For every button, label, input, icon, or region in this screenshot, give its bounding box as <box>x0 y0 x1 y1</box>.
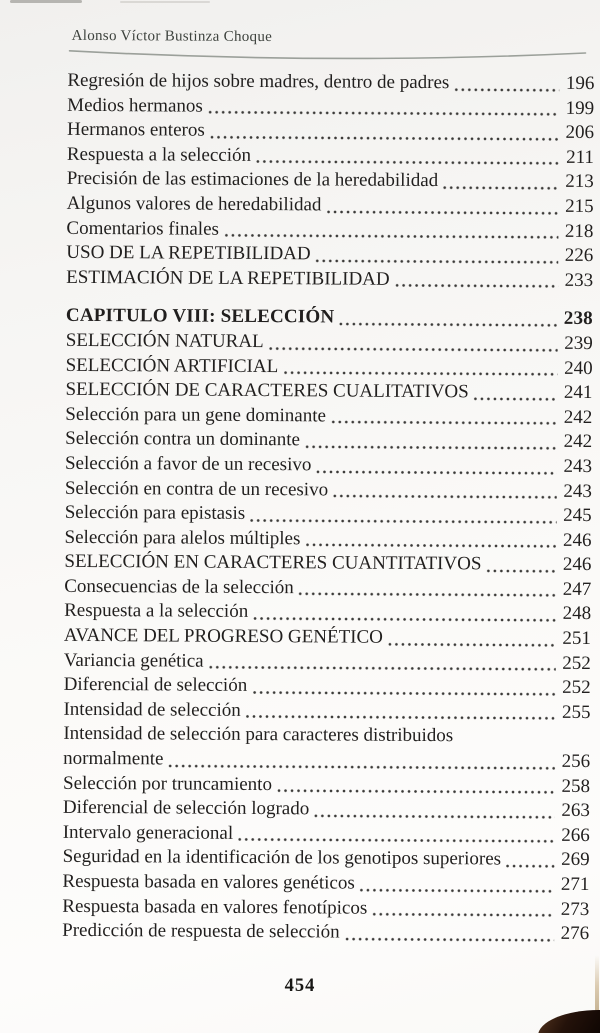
background-corner <box>538 1010 600 1033</box>
toc-entry <box>67 93 594 121</box>
toc-leader-dots <box>339 321 558 327</box>
toc-entry-page: 247 <box>562 578 592 600</box>
toc-leader-dots <box>224 233 559 240</box>
toc-entry-label: Selección para alelos múltiples <box>64 526 301 549</box>
toc-leader-dots <box>506 864 555 869</box>
toc-entry-page: 246 <box>562 529 592 551</box>
toc-leader-dots <box>210 134 559 141</box>
toc-entry <box>63 845 590 873</box>
toc-entry-label: Respuesta basada en valores genéticos <box>62 870 355 894</box>
toc-leader-dots <box>305 444 557 451</box>
toc-entry <box>63 771 590 799</box>
toc-entry <box>64 599 591 627</box>
scan-artifact-top-left <box>10 0 82 3</box>
toc-entry-page: 251 <box>562 627 592 650</box>
toc-entry-label: Selección a favor de un recesivo <box>64 452 312 476</box>
toc-leader-dots <box>305 543 556 550</box>
toc-entry-page: 226 <box>564 245 594 267</box>
toc-entry-page: 266 <box>561 824 590 846</box>
toc-entry-page: 199 <box>565 97 595 119</box>
toc-leader-dots <box>252 690 555 697</box>
page-number: 454 <box>284 976 316 996</box>
toc-entry <box>64 550 591 578</box>
toc-entry-label: SELECCIÓN EN CARACTERES CUANTITATIVOS <box>64 551 482 575</box>
toc-leader-dots <box>277 788 555 795</box>
toc-entry <box>64 648 591 676</box>
toc-entry-page: 242 <box>563 431 593 453</box>
toc-entry <box>66 304 593 332</box>
toc-entry-page: 242 <box>563 406 593 428</box>
toc-entry <box>66 216 593 244</box>
toc-entry-label: Diferencial de selección logrado <box>62 797 310 820</box>
toc-entry <box>67 69 594 97</box>
toc-entry-page: 255 <box>561 701 591 723</box>
toc-leader-dots <box>299 592 557 599</box>
toc-leader-dots <box>333 494 557 500</box>
toc-entry-label: Variancia genética <box>63 649 204 672</box>
toc-entry-label: Selección en contra de un recesivo <box>64 477 329 500</box>
toc-entry-page: 211 <box>566 146 594 168</box>
toc-entry-label: Predicción de respuesta de selección <box>62 920 340 943</box>
toc-entry-label: Intensidad de selección para caracteres distribuidos <box>63 723 454 747</box>
toc-leader-dots <box>345 936 555 942</box>
running-header-author: Alonso Víctor Bustinza Choque <box>71 27 273 46</box>
toc-leader-dots <box>486 568 556 573</box>
toc-entry <box>63 821 590 849</box>
header-rule <box>67 47 587 64</box>
toc-entry <box>65 501 592 529</box>
toc-entry <box>67 192 594 220</box>
toc-entry <box>66 241 593 269</box>
toc-entry-label: AVANCE DEL PROGRESO GENÉTICO <box>63 624 384 648</box>
toc-entry-label: Algunos valores de heredabilidad <box>66 192 322 216</box>
toc-entry-page: 215 <box>565 195 594 218</box>
toc-entry-label: SELECCIÓN NATURAL <box>65 329 264 352</box>
toc-entry-page: 241 <box>563 381 593 404</box>
toc-entry-label: Selección para epistasis <box>64 501 246 525</box>
toc-entry-label: Intervalo generacional <box>62 821 234 844</box>
toc-leader-dots <box>360 887 555 893</box>
toc-entry <box>66 353 593 381</box>
toc-entry-label: Selección para un gene dominante <box>65 403 327 427</box>
toc-entry <box>67 167 594 195</box>
toc-leader-dots <box>326 209 558 215</box>
toc-entry-label: SELECCIÓN DE CARACTERES CUALITATIVOS <box>65 378 469 403</box>
toc-entry-label: USO DE LA REPETIBILIDAD <box>66 241 311 265</box>
toc-entry-label: Respuesta basada en valores fenotípicos <box>62 895 368 919</box>
toc-entry-page: 238 <box>563 308 593 330</box>
toc-entry-label: Diferencial de selección <box>63 674 248 697</box>
toc-list <box>62 69 594 947</box>
toc-entry-page: 240 <box>564 357 593 379</box>
toc-entry-label: Respuesta a la selección <box>64 600 249 623</box>
toc-leader-dots <box>395 283 559 289</box>
toc-leader-dots <box>209 665 556 672</box>
toc-entry-page: 276 <box>560 923 590 945</box>
toc-entry <box>65 452 592 480</box>
toc-entry <box>64 526 591 554</box>
toc-entry-page: 239 <box>564 332 593 354</box>
page-content <box>62 28 595 947</box>
page-footer <box>0 976 600 997</box>
toc-leader-dots <box>283 370 557 377</box>
toc-entry-label: Selección contra un dominante <box>65 428 301 451</box>
toc-entry-page: 269 <box>561 849 590 871</box>
toc-entry-page: 263 <box>561 800 590 822</box>
toc-entry-label: Comentarios finales <box>66 217 220 240</box>
toc-entry <box>63 722 590 750</box>
toc-entry <box>63 796 590 824</box>
toc-leader-dots <box>388 641 556 647</box>
toc-leader-dots <box>238 837 555 844</box>
toc-entry <box>63 698 590 726</box>
toc-entry-page: 246 <box>562 554 592 576</box>
toc-entry-label: Respuesta a la selección <box>66 143 252 166</box>
toc-leader-dots <box>443 185 559 191</box>
toc-entry <box>64 673 591 701</box>
toc-entry-label: Consecuencias de la selección <box>64 575 294 599</box>
toc-entry-page: 233 <box>564 269 594 291</box>
toc-leader-dots <box>314 813 555 819</box>
toc-leader-dots <box>372 912 554 918</box>
scan-artifact-top <box>120 1 210 3</box>
toc-entry-label: Intensidad de selección <box>63 698 241 721</box>
toc-entry-label: CAPITULO VIII: SELECCIÓN <box>65 305 335 328</box>
toc-entry <box>64 575 591 603</box>
toc-entry-page: 213 <box>565 171 594 193</box>
toc-entry <box>66 266 593 294</box>
toc-entry-page: 256 <box>561 750 591 773</box>
toc-leader-dots <box>256 159 559 166</box>
toc-entry <box>64 624 591 652</box>
toc-leader-dots <box>250 518 557 525</box>
toc-entry-page: 245 <box>563 504 592 527</box>
toc-entry-label: Medios hermanos <box>67 94 203 117</box>
toc-entry-page: 196 <box>565 72 595 95</box>
toc-entry <box>66 329 593 357</box>
toc-entry <box>62 870 589 898</box>
toc-entry-label: Regresión de hijos sobre madres, dentro de padres <box>67 69 450 94</box>
toc-entry-label: ESTIMACIÓN DE LA REPETIBILIDAD <box>66 266 390 290</box>
toc-entry-page: 206 <box>565 122 595 144</box>
toc-leader-dots <box>454 87 559 93</box>
toc-entry-page: 248 <box>562 603 592 625</box>
toc-entry-page: 243 <box>563 480 592 502</box>
toc-entry-label: Seguridad en la identificación de los genotipos superiores <box>62 846 502 870</box>
page-header <box>67 28 594 64</box>
toc-entry <box>62 894 589 922</box>
toc-leader-dots <box>246 714 556 721</box>
toc-entry-page: 243 <box>563 455 593 477</box>
toc-entry-label: Selección por truncamiento <box>63 772 273 795</box>
toc-entry <box>65 403 592 431</box>
toc-leader-dots <box>208 110 559 117</box>
toc-leader-dots <box>269 346 558 353</box>
toc-entry <box>65 427 592 455</box>
toc-leader-dots <box>316 469 557 475</box>
toc-entry-label: SELECCIÓN ARTIFICIAL <box>65 354 279 377</box>
toc-entry-page: 252 <box>562 677 591 699</box>
toc-entry <box>63 747 590 775</box>
toc-entry-label: normalmente <box>63 747 164 770</box>
toc-entry <box>62 919 589 947</box>
toc-leader-dots <box>331 420 557 426</box>
toc-entry-page: 273 <box>560 898 590 920</box>
toc-entry-page: 218 <box>564 220 594 242</box>
toc-entry-page: 271 <box>560 873 590 896</box>
toc-entry <box>65 476 592 504</box>
toc-entry <box>67 118 594 146</box>
toc-entry-page: 258 <box>561 775 591 797</box>
toc-entry <box>65 378 592 406</box>
toc-leader-dots <box>474 396 558 402</box>
toc-entry-label: Hermanos enteros <box>66 119 205 141</box>
toc-entry <box>67 143 594 171</box>
toc-entry-label: Precisión de las estimaciones de la heredabilidad <box>66 168 439 192</box>
toc-leader-dots <box>253 616 556 623</box>
toc-leader-dots <box>316 258 559 264</box>
toc-entry-page: 252 <box>562 652 591 674</box>
toc-leader-dots <box>168 763 555 770</box>
